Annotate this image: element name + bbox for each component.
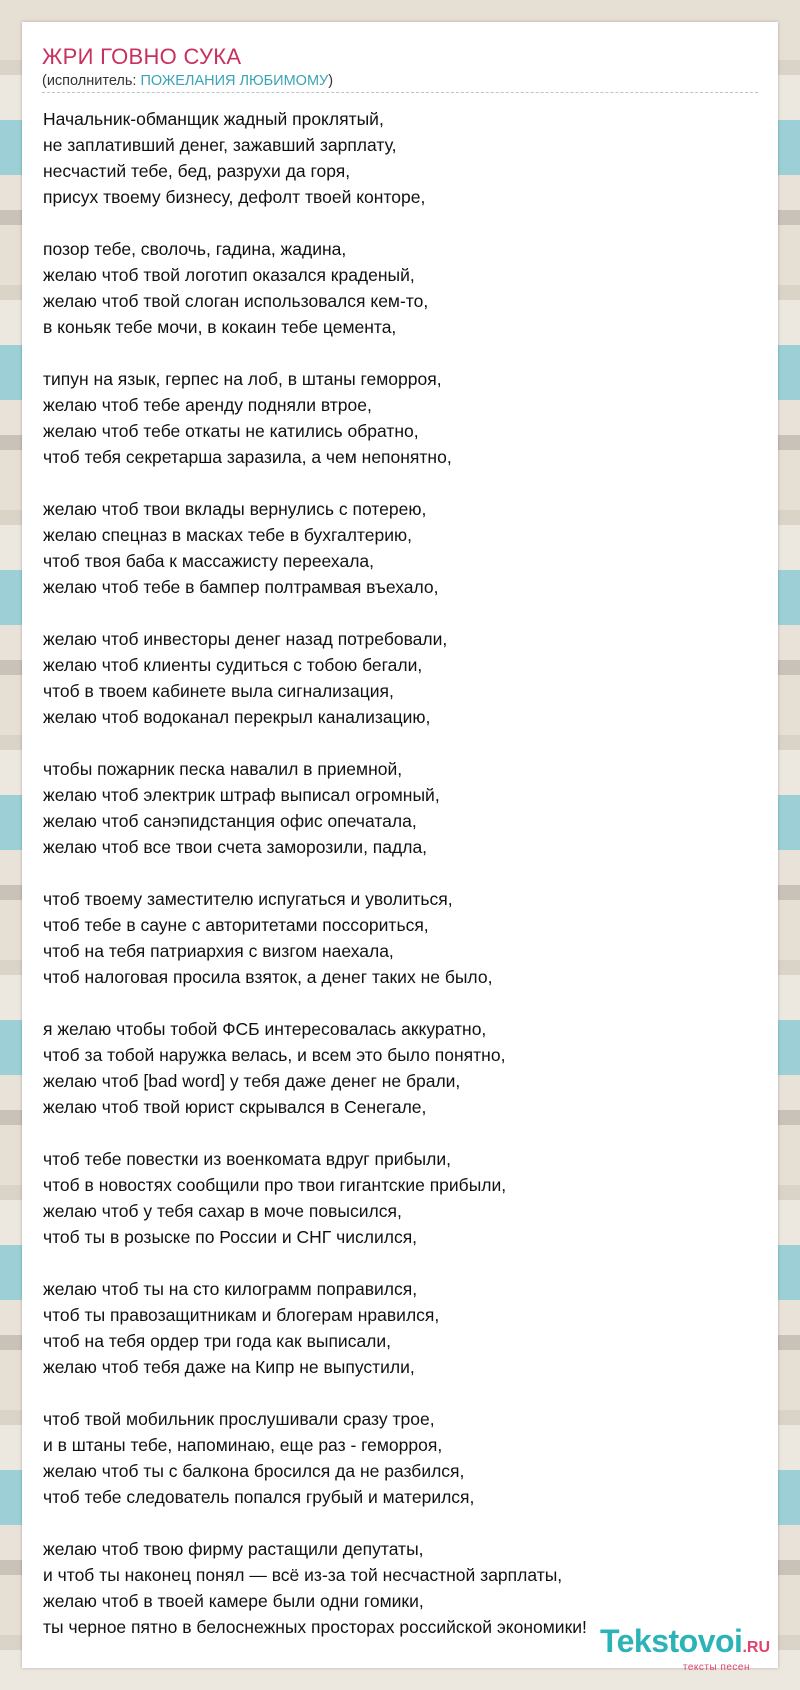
- lyrics-line: присух твоему бизнесу, дефолт твоей конторе,: [43, 187, 426, 207]
- lyrics-line: желаю чтоб клиенты судиться с тобою бегали,: [43, 655, 423, 675]
- lyrics-stanza: [43, 1406, 743, 1510]
- song-title: ЖРИ ГОВНО СУКА: [42, 44, 242, 69]
- lyrics-line: желаю чтоб инвесторы денег назад потребовали,: [43, 629, 448, 649]
- lyrics-line: чтоб твоя баба к массажисту переехала,: [43, 551, 374, 571]
- lyrics-line: желаю чтоб [bad word] у тебя даже денег не брали,: [43, 1071, 461, 1091]
- logo-tagline: тексты песен: [682, 1662, 750, 1673]
- lyrics-stanza: [43, 1276, 743, 1380]
- lyrics-line: желаю чтоб ты на сто килограмм поправился,: [43, 1279, 418, 1299]
- lyrics-line: чтоб ты правозащитникам и блогерам нравился,: [43, 1305, 440, 1325]
- lyrics-line: чтоб тебе повестки из военкомата вдруг прибыли,: [43, 1149, 451, 1169]
- lyrics-line: и в штаны тебе, напоминаю, еще раз - геморроя,: [43, 1435, 443, 1455]
- lyrics-line: чтоб тебе следователь попался грубый и матерился,: [43, 1487, 475, 1507]
- lyrics-line: чтоб в твоем кабинете выла сигнализация,: [43, 681, 394, 701]
- lyrics-line: желаю спецназ в масках тебе в бухгалтерию,: [43, 525, 412, 545]
- lyrics-line: я желаю чтобы тобой ФСБ интересовалась аккуратно,: [43, 1019, 487, 1039]
- lyrics-line: желаю чтоб твой логотип оказался краденый,: [43, 265, 415, 285]
- logo-suffix: .RU: [742, 1639, 770, 1656]
- lyrics-line: чтоб тебе в сауне с авторитетами поссориться,: [43, 915, 429, 935]
- lyrics-line: желаю чтоб ты с балкона бросился да не разбился,: [43, 1461, 465, 1481]
- lyrics-line: желаю чтоб у тебя сахар в моче повысился,: [43, 1201, 402, 1221]
- lyrics-line: желаю чтоб тебе в бампер полтрамвая въехало,: [43, 577, 439, 597]
- lyrics-line: чтобы пожарник песка навалил в приемной,: [43, 759, 403, 779]
- lyrics-line: желаю чтоб тебе откаты не катились обратно,: [43, 421, 419, 441]
- lyrics-line: желаю чтоб тебе аренду подняли втрое,: [43, 395, 372, 415]
- lyrics-stanza: [43, 886, 743, 990]
- lyrics-stanza: [43, 106, 743, 210]
- logo-name: Tekstovoi: [599, 1623, 743, 1659]
- lyrics-line: чтоб за тобой наружка велась, и всем это было понятно,: [43, 1045, 506, 1065]
- lyrics-line: не заплативший денег, зажавший зарплату,: [43, 135, 397, 155]
- lyrics-line: чтоб на тебя патриархия с визгом наехала,: [43, 941, 394, 961]
- lyrics-line: желаю чтоб электрик штраф выписал огромный,: [43, 785, 440, 805]
- lyrics-stanza: [43, 1146, 743, 1250]
- lyrics-line: несчастий тебе, бед, разрухи да горя,: [43, 161, 351, 181]
- lyrics-line: желаю чтоб твои вклады вернулись с потерею,: [43, 499, 427, 519]
- lyrics-line: желаю чтоб санэпидстанция офис опечатала,: [43, 811, 417, 831]
- title-divider: [42, 92, 758, 93]
- lyrics-line: желаю чтоб твой юрист скрывался в Сенегале,: [43, 1097, 427, 1117]
- lyrics-stanza: [43, 1016, 743, 1120]
- site-logo[interactable]: [600, 1625, 770, 1673]
- lyrics-line: чтоб твоему заместителю испугаться и уволиться,: [43, 889, 453, 909]
- lyrics-line: чтоб ты в розыске по России и СНГ числился,: [43, 1227, 418, 1247]
- lyrics-line: Начальник-обманщик жадный проклятый,: [43, 109, 384, 129]
- lyrics-text: [43, 106, 743, 1666]
- lyrics-line: желаю чтоб все твои счета заморозили, падла,: [43, 837, 428, 857]
- lyrics-line: желаю чтоб водоканал перекрыл канализацию,: [43, 707, 431, 727]
- lyrics-line: чтоб налоговая просила взяток, а денег таких не было,: [43, 967, 493, 987]
- lyrics-stanza: [43, 626, 743, 730]
- lyrics-stanza: [43, 366, 743, 470]
- lyrics-line: типун на язык, герпес на лоб, в штаны геморроя,: [43, 369, 442, 389]
- lyrics-stanza: [43, 236, 743, 340]
- lyrics-line: позор тебе, сволочь, гадина, жадина,: [43, 239, 347, 259]
- lyrics-line: чтоб на тебя ордер три года как выписали,: [43, 1331, 392, 1351]
- lyrics-line: чтоб в новостях сообщили про твои гигантские прибыли,: [43, 1175, 507, 1195]
- lyrics-line: чтоб тебя секретарша заразила, а чем непонятно,: [43, 447, 452, 467]
- lyrics-line: в коньяк тебе мочи, в кокаин тебе цемента,: [43, 317, 397, 337]
- artist-line: [42, 73, 333, 89]
- lyrics-line: желаю чтоб в твоей камере были одни гомики,: [43, 1591, 424, 1611]
- lyrics-stanza: [43, 756, 743, 860]
- lyrics-line: желаю чтоб твой слоган использовался кем-то,: [43, 291, 429, 311]
- lyrics-line: и чтоб ты наконец понял — всё из-за той несчастной зарплаты,: [43, 1565, 563, 1585]
- lyrics-line: желаю чтоб тебя даже на Кипр не выпустили,: [43, 1357, 415, 1377]
- lyrics-stanza: [43, 496, 743, 600]
- lyrics-line: чтоб твой мобильник прослушивали сразу трое,: [43, 1409, 435, 1429]
- artist-suffix: ): [328, 73, 334, 89]
- artist-prefix: (исполнитель:: [42, 73, 141, 89]
- lyrics-line: желаю чтоб твою фирму растащили депутаты,: [43, 1539, 424, 1559]
- artist-link[interactable]: ПОЖЕЛАНИЯ ЛЮБИМОМУ: [140, 73, 329, 89]
- lyrics-line: ты черное пятно в белоснежных просторах российской экономики!: [43, 1617, 587, 1637]
